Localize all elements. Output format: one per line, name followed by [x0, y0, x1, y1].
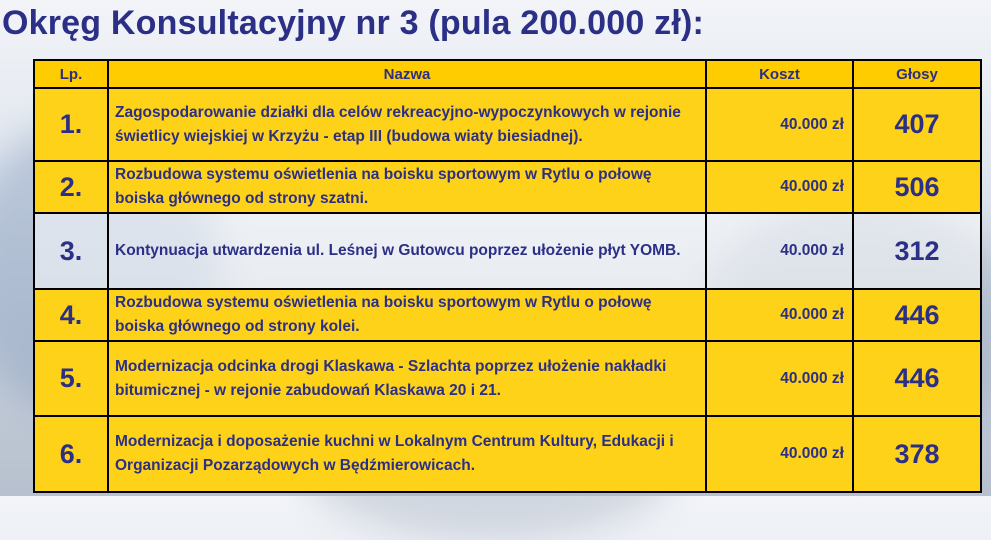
results-table	[33, 59, 982, 493]
header-lp: Lp.	[34, 60, 108, 88]
row-number: 4.	[34, 289, 108, 341]
row-number: 2.	[34, 161, 108, 213]
table-row	[34, 341, 981, 416]
project-name: Kontynuacja utwardzenia ul. Leśnej w Gutowcu poprzez ułożenie płyt YOMB.	[108, 213, 706, 289]
header-votes: Głosy	[853, 60, 981, 88]
project-cost: 40.000 zł	[706, 88, 853, 161]
project-votes: 407	[853, 88, 981, 161]
table-row	[34, 161, 981, 213]
project-votes: 506	[853, 161, 981, 213]
project-votes: 312	[853, 213, 981, 289]
project-votes: 446	[853, 289, 981, 341]
project-cost: 40.000 zł	[706, 289, 853, 341]
table-row	[34, 88, 981, 161]
table-row	[34, 213, 981, 289]
row-number: 5.	[34, 341, 108, 416]
project-name: Modernizacja odcinka drogi Klaskawa - Szlachta poprzez ułożenie nakładki bitumicznej - w rejonie zabudowań Klaskawa 20 i 21.	[108, 341, 706, 416]
project-votes: 378	[853, 416, 981, 492]
table-header-row	[34, 60, 981, 88]
page-title: Okręg Konsultacyjny nr 3 (pula 200.000 zł):	[2, 4, 705, 42]
header-cost: Koszt	[706, 60, 853, 88]
table-row	[34, 416, 981, 492]
table-row	[34, 289, 981, 341]
header-name: Nazwa	[108, 60, 706, 88]
project-cost: 40.000 zł	[706, 341, 853, 416]
row-number: 6.	[34, 416, 108, 492]
project-cost: 40.000 zł	[706, 161, 853, 213]
project-votes: 446	[853, 341, 981, 416]
project-name: Rozbudowa systemu oświetlenia na boisku sportowym w Rytlu o połowę boiska głównego od strony szatni.	[108, 161, 706, 213]
row-number: 1.	[34, 88, 108, 161]
project-cost: 40.000 zł	[706, 416, 853, 492]
row-number: 3.	[34, 213, 108, 289]
project-name: Modernizacja i doposażenie kuchni w Lokalnym Centrum Kultury, Edukacji i Organizacji Pozarządowych w Będźmierowicach.	[108, 416, 706, 492]
project-cost: 40.000 zł	[706, 213, 853, 289]
project-name: Zagospodarowanie działki dla celów rekreacyjno-wypoczynkowych w rejonie świetlicy wiejskiej w Krzyżu - etap III (budowa wiaty biesiadnej).	[108, 88, 706, 161]
project-name: Rozbudowa systemu oświetlenia na boisku sportowym w Rytlu o połowę boiska głównego od strony kolei.	[108, 289, 706, 341]
